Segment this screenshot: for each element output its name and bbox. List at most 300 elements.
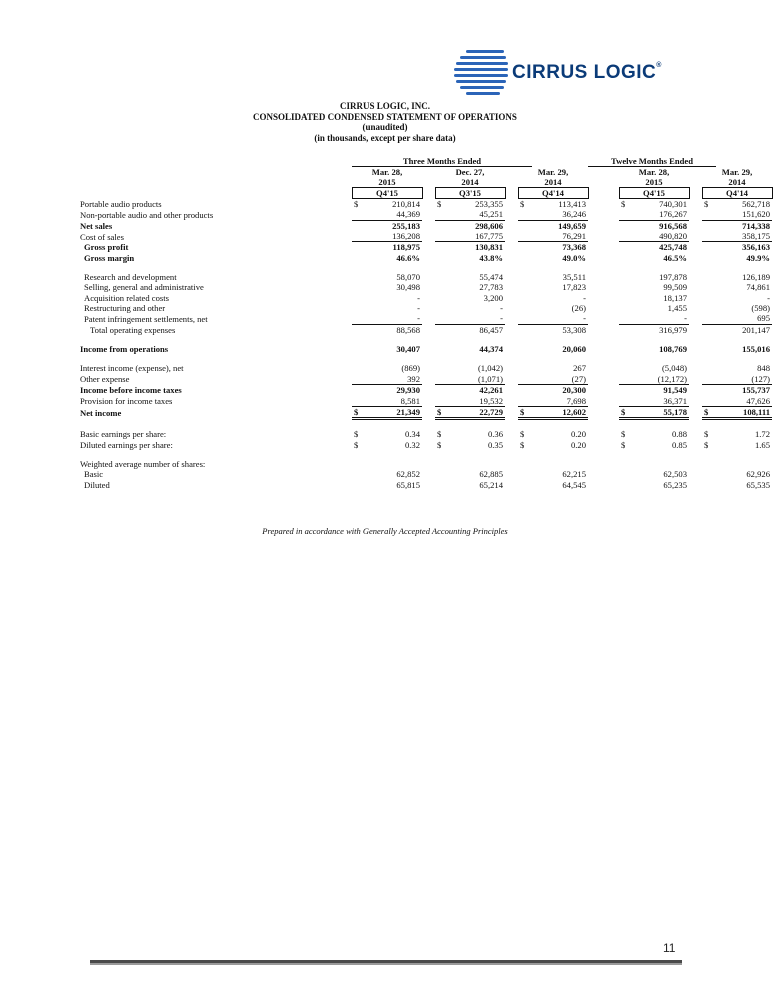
value-cell [532,459,588,469]
currency-cell [435,293,449,303]
currency-cell [435,324,449,335]
spacer-row [80,263,772,272]
column-gap [588,177,619,188]
financial-table-wrapper [80,156,773,490]
table-row [80,303,772,313]
value-cell: 562,718 [742,199,770,209]
row-label: Income before income taxes [80,385,182,396]
value-cell: 0.20 [570,429,586,440]
currency-cell [518,363,532,373]
unaudited-note: (unaudited) [362,122,408,132]
column-gap [689,167,702,178]
currency-cell [619,469,633,479]
value-cell: 76,291 [532,231,588,242]
column-gap [588,344,619,354]
value-cell: 0.35 [487,439,503,450]
row-label: Selling, general and administrative [84,282,204,293]
value-cell: 0.20 [570,439,586,450]
currency-cell [619,220,633,231]
spacer-row [80,354,772,363]
column-gap [422,253,435,263]
currency-cell [619,396,633,407]
value-cell: 8,581 [366,396,422,407]
value-cell: 18,137 [663,292,687,303]
currency-cell [518,344,532,354]
value-cell: 73,368 [562,242,586,253]
column-gap [588,459,619,469]
column-gap [689,406,702,418]
table-row [80,242,772,253]
column-gap [422,396,435,407]
currency-cell [702,282,716,292]
currency-cell [435,459,449,469]
column-gap [422,293,435,303]
table-row [80,282,772,292]
column-gap [588,282,619,292]
currency-cell [352,313,366,324]
value-cell: 155,016 [742,344,770,355]
currency-cell: $ [704,439,709,450]
table-row [80,396,772,407]
period-date-cell: 2014 [728,177,746,187]
value-cell: 29,930 [396,385,420,396]
registered-mark: ® [656,62,662,69]
value-cell: 136,208 [366,231,422,242]
value-cell: 0.85 [671,439,687,450]
currency-cell [352,374,366,385]
currency-cell [702,220,716,231]
currency-cell [435,344,449,354]
value-cell: - [500,303,503,314]
currency-cell [518,396,532,407]
value-cell: 36,246 [532,209,588,220]
quarter-label-cell: Q4'14 [518,188,588,199]
currency-cell [619,293,633,303]
column-gap [422,282,435,292]
column-gap [689,220,702,231]
value-cell: 740,301 [659,199,687,209]
currency-cell [702,231,716,242]
currency-cell: $ [437,199,442,209]
currency-cell [619,385,633,396]
table-row [80,385,772,396]
value-cell: 65,815 [396,479,420,490]
value-cell: 130,831 [475,242,503,253]
currency-cell [352,282,366,292]
currency-cell: $ [354,429,359,440]
column-gap [588,253,619,263]
table-row [80,459,772,469]
value-cell: (127) [716,374,772,385]
value-cell: 714,338 [742,220,770,231]
spacer-cell [80,419,772,430]
currency-cell [435,231,449,242]
value-cell: 44,369 [366,209,422,220]
column-gap [422,177,435,188]
column-gap [588,406,619,418]
currency-cell [518,293,532,303]
currency-cell: $ [437,429,442,440]
column-gap [532,156,588,167]
value-cell: 42,261 [479,385,503,396]
column-gap [422,469,435,479]
value-cell: 108,111 [716,406,772,418]
row-label: Non-portable audio and other products [80,209,214,220]
currency-cell [435,242,449,253]
value-cell: 21,349 [366,406,422,418]
currency-cell: $ [435,406,449,418]
currency-cell [702,324,716,335]
value-cell: 99,509 [663,282,687,293]
column-gap [689,253,702,263]
column-gap [422,167,435,178]
column-gap [588,188,619,199]
column-gap [689,374,702,385]
currency-cell: $ [619,406,633,418]
currency-cell [352,209,366,220]
currency-cell [352,272,366,282]
value-cell: - [633,313,689,324]
page-number: 11 [663,941,676,955]
column-gap [422,459,435,469]
value-cell: 151,620 [716,209,772,220]
value-cell: 113,413 [558,199,586,209]
currency-cell [518,324,532,335]
row-label: Diluted earnings per share: [80,439,173,450]
currency-cell: $ [621,439,626,450]
currency-cell [619,272,633,282]
three-months-header [352,156,532,167]
cirrus-logic-logo [452,48,692,98]
currency-cell [435,480,449,490]
value-cell: 55,178 [633,406,689,418]
spacer-row [80,450,772,459]
value-cell: 44,374 [479,344,503,355]
date-header-row [80,177,772,188]
currency-cell [702,396,716,407]
table-row [80,293,772,303]
label-cell [80,188,352,199]
currency-cell [352,303,366,313]
currency-cell [518,313,532,324]
column-gap [588,396,619,407]
column-gap [588,480,619,490]
value-cell [366,459,422,469]
column-gap [588,242,619,253]
value-cell: 425,748 [659,242,687,253]
value-cell: 88,568 [396,324,420,335]
column-gap [505,177,518,188]
value-cell: 12,602 [532,406,588,418]
table-row [80,363,772,373]
column-gap [505,344,518,354]
currency-cell [352,344,366,354]
column-gap [689,440,702,450]
column-gap [505,313,518,324]
gaap-note: Prepared in accordance with Generally Accepted Accounting Principles [262,526,508,536]
column-gap [689,396,702,407]
column-gap [588,313,619,324]
quarter-label-cell: Q4'14 [702,188,772,199]
currency-cell [435,396,449,407]
row-label: Net sales [80,220,113,231]
value-cell: 20,300 [562,385,586,396]
column-gap [422,429,435,439]
currency-cell [702,242,716,253]
table-row [80,313,772,324]
column-gap [689,303,702,313]
value-cell: 74,861 [746,282,770,293]
column-gap [422,272,435,282]
column-gap [505,167,518,178]
value-cell: 58,070 [396,272,420,283]
column-gap [689,363,702,373]
value-cell: - [366,313,422,324]
currency-cell [702,209,716,220]
currency-cell: $ [702,406,716,418]
currency-cell [619,324,633,335]
column-gap [505,385,518,396]
currency-cell [702,480,716,490]
value-cell: 62,926 [746,469,770,480]
currency-cell [352,242,366,253]
period-date-cell: 2014 [544,177,562,187]
currency-cell [702,459,716,469]
row-label: Portable audio products [80,199,162,209]
column-gap [689,469,702,479]
period-date-cell: Mar. 29, [537,167,569,177]
column-gap [505,199,518,210]
twelve-months-label: Twelve Months Ended [611,156,693,166]
column-gap [588,385,619,396]
column-gap [689,282,702,292]
currency-cell [435,282,449,292]
currency-cell: $ [520,199,525,209]
column-gap [588,324,619,335]
value-cell: - [417,292,420,303]
column-gap [422,385,435,396]
logo-swoosh-icon [452,48,512,98]
table-row [80,429,772,439]
column-gap [422,313,435,324]
currency-cell [518,272,532,282]
value-cell: 7,698 [532,396,588,407]
period-date-cell: Mar. 29, [721,167,753,177]
value-cell: (869) [401,363,420,374]
value-cell: 0.36 [487,429,503,440]
value-cell: 53,308 [562,324,586,335]
value-cell: 848 [757,363,770,374]
table-row [80,253,772,263]
column-gap [505,469,518,479]
spacer-row [80,335,772,344]
column-gap [689,344,702,354]
currency-cell: $ [352,406,366,418]
value-cell: 55,474 [479,272,503,283]
table-row [80,440,772,450]
currency-cell [619,363,633,373]
column-gap [422,374,435,385]
column-gap [505,220,518,231]
value-cell: (1,042) [477,363,503,374]
currency-cell [619,313,633,324]
value-cell: 118,975 [392,242,420,253]
value-cell: 0.88 [671,429,687,440]
column-gap [689,188,702,199]
value-cell: 30,407 [396,344,420,355]
quarter-label-cell: Q4'15 [352,188,422,199]
column-gap [505,406,518,418]
currency-cell [518,242,532,253]
value-cell: 45,251 [449,209,505,220]
period-date-cell: 2014 [461,177,479,187]
row-label: Interest income (expense), net [80,363,184,374]
row-label: Gross profit [84,242,129,253]
currency-cell [352,385,366,396]
value-cell: - [583,292,586,303]
value-cell: 36,371 [633,396,689,407]
column-gap [505,253,518,263]
currency-cell [435,469,449,479]
currency-cell [435,303,449,313]
value-cell: 62,503 [663,469,687,480]
value-cell: 19,532 [449,396,505,407]
currency-cell [352,469,366,479]
column-gap [689,293,702,303]
currency-cell [518,231,532,242]
row-label: Total operating expenses [90,324,176,335]
table-row [80,324,772,335]
currency-cell: $ [354,439,359,450]
column-gap [422,324,435,335]
currency-cell [435,253,449,263]
column-gap [505,480,518,490]
value-cell: - [449,313,505,324]
currency-cell [435,220,449,231]
table-row [80,272,772,282]
currency-cell [702,344,716,354]
value-cell: 49.9% [746,252,770,263]
value-cell: 695 [716,313,772,324]
column-gap [505,303,518,313]
column-gap [422,209,435,220]
value-cell: - [532,313,588,324]
column-gap [588,440,619,450]
date-header-row [80,167,772,178]
company-name: CIRRUS LOGIC, INC. [339,101,430,111]
currency-cell [702,385,716,396]
currency-cell [702,313,716,324]
column-gap [422,440,435,450]
currency-cell: $ [354,199,359,209]
column-gap [588,199,619,210]
column-gap [422,188,435,199]
currency-cell [702,303,716,313]
value-cell: 210,814 [392,199,420,209]
value-cell: 91,549 [663,385,687,396]
row-label: Acquisition related costs [84,292,169,303]
group-header-row [80,156,772,167]
spacer-cell [80,450,772,459]
column-gap [505,374,518,385]
label-cell [80,167,352,178]
currency-cell: $ [520,439,525,450]
table-row [80,480,772,490]
value-cell: - [417,303,420,314]
value-cell: 201,147 [742,324,770,335]
value-cell: 298,606 [475,220,503,231]
row-label: Basic earnings per share: [80,429,167,440]
value-cell: 916,568 [659,220,687,231]
value-cell: 490,820 [633,231,689,242]
column-gap [689,480,702,490]
currency-cell: $ [518,406,532,418]
value-cell: 20,060 [562,344,586,355]
currency-cell: $ [704,199,709,209]
currency-cell [435,374,449,385]
currency-cell [352,253,366,263]
value-cell: 62,215 [562,469,586,480]
column-gap [505,242,518,253]
quarter-header-row [80,188,772,199]
value-cell [449,459,505,469]
row-label: Gross margin [84,252,135,263]
column-gap [689,199,702,210]
currency-cell [702,363,716,373]
currency-cell [702,469,716,479]
value-cell: 155,737 [742,385,770,396]
column-gap [588,293,619,303]
value-cell [633,459,689,469]
value-cell: 126,189 [742,272,770,283]
currency-cell [518,469,532,479]
currency-cell [619,459,633,469]
value-cell: 358,175 [716,231,772,242]
currency-cell [352,231,366,242]
column-gap [505,209,518,220]
value-cell: 267 [573,363,586,374]
value-cell: 46.6% [396,252,420,263]
value-cell: 149,659 [558,220,586,231]
column-gap [689,272,702,282]
column-gap [689,385,702,396]
value-cell: 22,729 [449,406,505,418]
label-cell [80,156,352,167]
quarter-label-cell: Q4'15 [619,188,689,199]
column-gap [588,272,619,282]
value-cell: 86,457 [479,324,503,335]
units-note: (in thousands, except per share data) [314,132,456,143]
column-gap [588,374,619,385]
value-cell: 253,355 [475,199,503,209]
value-cell: 1.65 [754,439,770,450]
row-label: Diluted [84,479,110,490]
column-gap [588,220,619,231]
column-gap [689,313,702,324]
column-gap [505,396,518,407]
column-gap [422,344,435,354]
period-date-cell: 2015 [645,177,663,187]
table-row [80,220,772,231]
column-gap [422,220,435,231]
currency-cell [518,209,532,220]
value-cell: (5,048) [661,363,687,374]
value-cell: 27,783 [479,282,503,293]
currency-cell [352,324,366,335]
currency-cell [435,209,449,220]
period-date-cell: Mar. 28, [638,167,670,177]
value-cell: 316,979 [659,324,687,335]
